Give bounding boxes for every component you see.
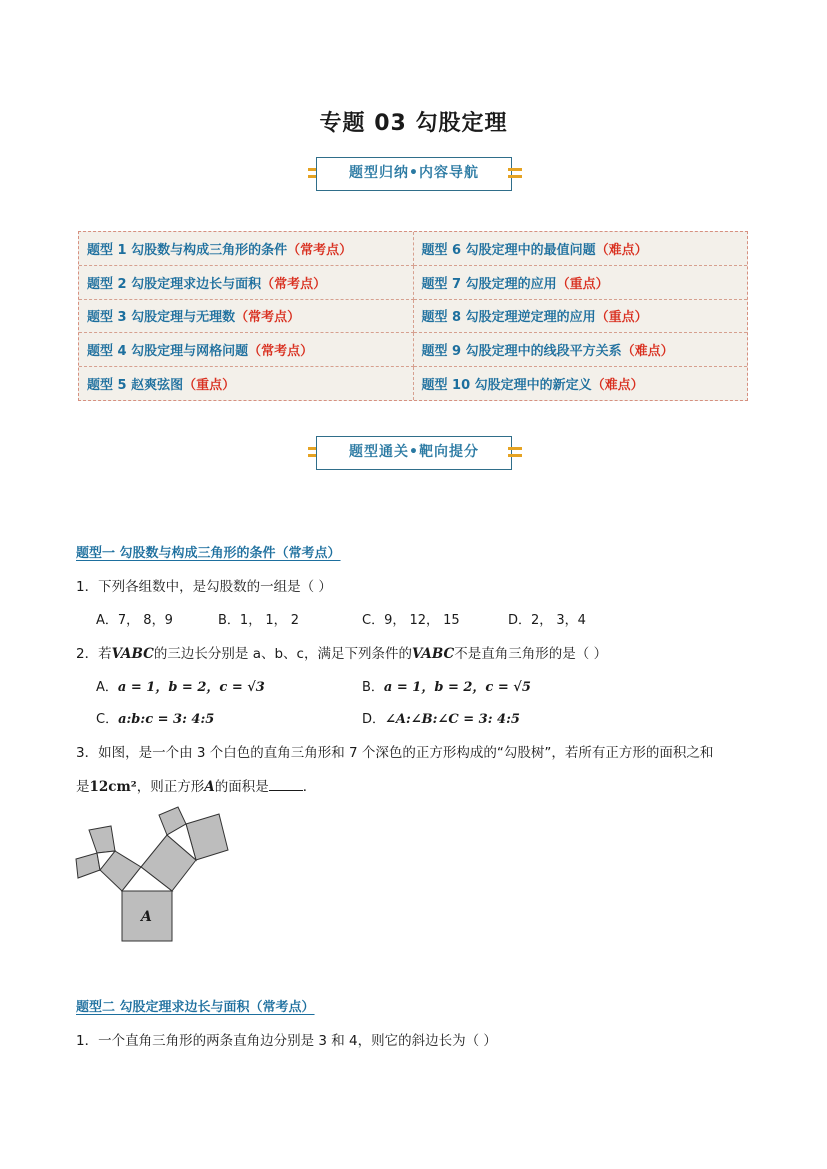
- banner-label: 题型归纳•内容导航: [316, 157, 512, 191]
- question-stem: 是12cm²，则正方形A的面积是 ．: [76, 779, 317, 795]
- square: [76, 853, 100, 878]
- option-c: C．9， 12， 15: [362, 613, 460, 628]
- toc-item[interactable]: 题型 10 勾股定理中的新定义（难点）: [421, 377, 644, 393]
- equals-icon: [508, 168, 522, 180]
- toc-item[interactable]: 题型 7 勾股定理的应用（重点）: [413, 266, 747, 300]
- option-d: D．∠A:∠B:∠C = 3: 4:5: [362, 712, 520, 727]
- option-b: B．1， 1， 2: [218, 613, 299, 628]
- toc-row: [79, 366, 747, 400]
- square: [89, 826, 115, 853]
- toc-row: [79, 266, 747, 300]
- section-heading[interactable]: 题型一 勾股数与构成三角形的条件（常考点）: [76, 546, 341, 561]
- toc-item[interactable]: 题型 2 勾股定理求边长与面积（常考点）: [79, 266, 413, 300]
- equals-icon: [508, 447, 522, 459]
- toc-item[interactable]: 题型 6 勾股定理中的最值问题（难点）: [413, 232, 747, 266]
- answer-blank[interactable]: [269, 790, 303, 791]
- toc-item[interactable]: 题型 9 勾股定理中的线段平方关系（难点）: [413, 333, 747, 367]
- question-stem: 3．如图，是一个由 3 个白色的直角三角形和 7 个深色的正方形构成的“勾股树”，若所有正方形的面积之和: [76, 745, 714, 761]
- toc-item[interactable]: 题型 1 勾股数与构成三角形的条件（常考点）: [79, 232, 413, 266]
- banner-content-nav: [308, 157, 522, 193]
- question-stem: 2．若VABC的三边长分别是 a、b、c，满足下列条件的VABC不是直角三角形的是（ ）: [76, 646, 608, 662]
- figure-label-a: A: [141, 909, 152, 925]
- option-a: A．a = 1，b = 2，c = √3: [96, 680, 265, 695]
- question-stem: 1．一个直角三角形的两条直角边分别是 3 和 4，则它的斜边长为（ ）: [76, 1033, 497, 1049]
- toc-row: [79, 333, 747, 367]
- banner-practice: [308, 436, 522, 472]
- page-title: 专题 03 勾股定理: [319, 111, 508, 136]
- toc-row: [79, 232, 747, 266]
- option-c: C．a:b:c = 3: 4:5: [96, 712, 215, 727]
- toc-item[interactable]: 题型 5 赵爽弦图（重点）: [79, 366, 413, 400]
- section-heading[interactable]: 题型二 勾股定理求边长与面积（常考点）: [76, 1000, 315, 1015]
- toc-item[interactable]: 题型 8 勾股定理逆定理的应用（重点）: [413, 299, 747, 333]
- banner-label: 题型通关•靶向提分: [316, 436, 512, 470]
- option-d: D．2， 3，4: [508, 613, 586, 628]
- option-a: A．7， 8，9: [96, 613, 173, 628]
- pythagoras-tree-figure: [70, 805, 240, 947]
- toc-item[interactable]: 题型 4 勾股定理与网格问题（常考点）: [79, 333, 413, 367]
- question-stem: 1．下列各组数中，是勾股数的一组是（ ）: [76, 579, 332, 595]
- toc-row: [79, 299, 747, 333]
- option-b: B．a = 1，b = 2，c = √5: [362, 680, 531, 695]
- toc-item[interactable]: 题型 3 勾股定理与无理数（常考点）: [79, 299, 413, 333]
- toc-table: [78, 231, 748, 401]
